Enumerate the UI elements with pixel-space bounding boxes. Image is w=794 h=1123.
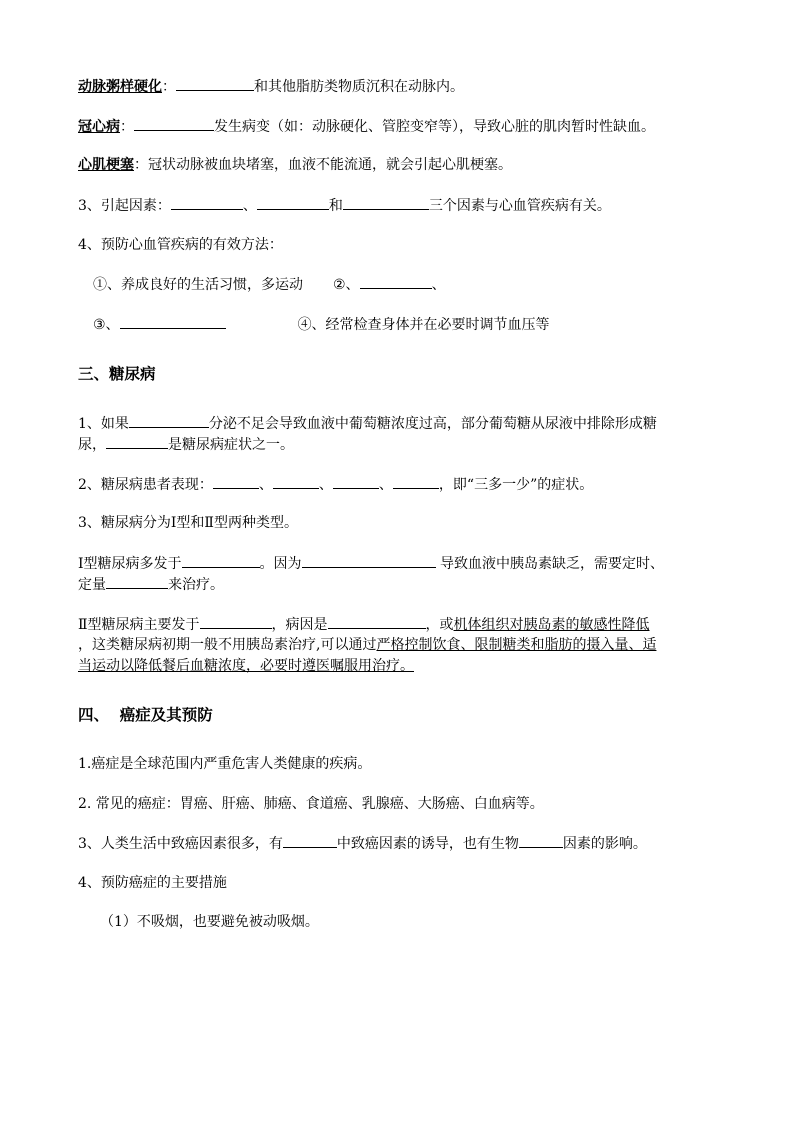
type2-line1 bbox=[78, 615, 650, 634]
type2-blank-cause[interactable] bbox=[328, 615, 426, 629]
diabetes-p1-line2-suffix: 是糖尿病症状之一。 bbox=[168, 437, 294, 453]
diabetes-p3: 3、糖尿病分为Ⅰ型和Ⅱ型两种类型。 bbox=[78, 515, 298, 531]
type2-underlined-1: 机体组织对胰岛素的敏感性降低 bbox=[453, 617, 650, 633]
prevent-item-3-prefix: ③、 bbox=[93, 317, 120, 333]
prevent-blank-2[interactable] bbox=[360, 275, 432, 289]
symptom-blank-3[interactable] bbox=[333, 475, 379, 489]
type1-blank-cause[interactable] bbox=[302, 554, 436, 568]
prevent-title: 4、预防心血管疾病的有效方法： bbox=[78, 237, 283, 253]
as-blank[interactable] bbox=[176, 77, 254, 91]
diabetes-p1-line2-prefix: 尿， bbox=[78, 437, 106, 453]
type2-blank-age[interactable] bbox=[200, 615, 272, 629]
type2-line2-a: ，这类糖尿病初期一般不用胰岛素治疗,可以通过 bbox=[78, 637, 377, 653]
type1-line2 bbox=[78, 575, 224, 594]
symptom-blank-1[interactable] bbox=[213, 475, 259, 489]
cancer-p1: 1.癌症是全球范围内严重危害人类健康的疾病。 bbox=[78, 756, 372, 772]
chd-definition bbox=[78, 117, 655, 136]
chd-colon: ： bbox=[120, 119, 134, 135]
mi-term: 心肌梗塞 bbox=[78, 157, 134, 173]
section-heading-diabetes: 三、糖尿病 bbox=[78, 364, 156, 383]
cancer-p3-suffix: 因素的影响。 bbox=[562, 836, 647, 852]
chd-text: 发生病变（如：动脉硬化、管腔变窄等），导致心脏的肌肉暂时性缺血。 bbox=[214, 119, 655, 135]
causes-sep: 、 bbox=[242, 198, 257, 214]
type2-line2 bbox=[78, 636, 656, 654]
diabetes-blank-hormone[interactable] bbox=[129, 414, 209, 428]
as-definition bbox=[78, 77, 464, 96]
type1-suffix: 导致血液中胰岛素缺乏，需要定时、 bbox=[435, 556, 664, 572]
mi-text: ：冠状动脉被血块堵塞，血液不能流通，就会引起心肌梗塞。 bbox=[134, 157, 512, 173]
cancer-p4: 4、预防癌症的主要措施 bbox=[78, 875, 227, 891]
type1-line1 bbox=[78, 554, 664, 573]
symptom-blank-4[interactable] bbox=[393, 475, 439, 489]
causes-prefix: 3、引起因素： bbox=[78, 198, 171, 214]
prevent-blank-3[interactable] bbox=[120, 315, 226, 329]
cancer-blank-bio[interactable] bbox=[519, 834, 563, 848]
symptom-blank-2[interactable] bbox=[273, 475, 319, 489]
diabetes-p1-text: 分泌不足会导致血液中葡萄糖浓度过高，部分葡萄糖从尿液中排除形成糖 bbox=[208, 416, 657, 432]
type2-underlined-2: 严格控制饮食、限制糖类和脂肪的摄入量、适 bbox=[376, 637, 657, 653]
cancer-p2: 2. 常见的癌症：胃癌、肝癌、肺癌、食道癌、乳腺癌、大肠癌、白血病等。 bbox=[78, 796, 544, 812]
causes-and: 和 bbox=[328, 198, 343, 214]
type2-after: ，或 bbox=[425, 617, 454, 633]
diabetes-p2-prefix: 2、糖尿病患者表现： bbox=[78, 477, 213, 493]
diabetes-blank-symptom[interactable] bbox=[106, 435, 168, 449]
diabetes-p2-suffix: ，即“三多一少”的症状。 bbox=[438, 477, 594, 493]
causes-line bbox=[78, 196, 611, 215]
diabetes-p2 bbox=[78, 475, 593, 494]
type1-blank-treatment[interactable] bbox=[106, 575, 168, 589]
type1-prefix: Ⅰ型糖尿病多发于 bbox=[78, 556, 182, 572]
sep: 、 bbox=[258, 477, 273, 493]
mi-definition bbox=[78, 156, 512, 174]
type1-blank-age[interactable] bbox=[182, 554, 260, 568]
type1-line2-prefix: 定量 bbox=[78, 577, 106, 593]
sep: 、 bbox=[378, 477, 393, 493]
type1-line2-suffix: 来治疗。 bbox=[168, 577, 224, 593]
prevent-item-2-prefix: ②、 bbox=[333, 277, 360, 293]
cancer-p3-prefix: 3、人类生活中致癌因素很多，有 bbox=[78, 836, 283, 852]
sep: 、 bbox=[318, 477, 333, 493]
as-colon: ： bbox=[162, 79, 176, 95]
prevent-row-1 bbox=[93, 275, 446, 294]
diabetes-p1-prefix: 1、如果 bbox=[78, 416, 129, 432]
prevent-row-2 bbox=[93, 315, 550, 334]
prevent-item-1: ①、养成良好的生活习惯，多运动 bbox=[93, 277, 303, 293]
cancer-p3-mid: 中致癌因素的诱导，也有生物 bbox=[336, 836, 519, 852]
diabetes-p1-line2 bbox=[78, 435, 294, 454]
chd-term: 冠心病 bbox=[78, 119, 120, 135]
cause-blank-3[interactable] bbox=[343, 196, 429, 210]
causes-suffix: 三个因素与心血管疾病有关。 bbox=[428, 198, 611, 214]
cause-blank-1[interactable] bbox=[171, 196, 243, 210]
prevent-item-4: ④、经常检查身体并在必要时调节血压等 bbox=[297, 317, 550, 333]
cause-blank-2[interactable] bbox=[257, 196, 329, 210]
cancer-p3 bbox=[78, 834, 647, 853]
type2-line3: 当运动以降低餐后血糖浓度，必要时遵医嘱服用治疗。 bbox=[78, 658, 414, 674]
cancer-blank-env[interactable] bbox=[283, 834, 337, 848]
chd-blank[interactable] bbox=[134, 117, 214, 131]
as-term: 动脉粥样硬化 bbox=[78, 79, 162, 95]
type2-prefix: Ⅱ型糖尿病主要发于 bbox=[78, 617, 200, 633]
diabetes-p1-line1 bbox=[78, 414, 657, 433]
as-text: 和其他脂肪类物质沉积在动脉内。 bbox=[254, 79, 464, 95]
type1-mid: 。因为 bbox=[259, 556, 302, 572]
section-heading-cancer: 四、 癌症及其预防 bbox=[78, 705, 213, 724]
cancer-p4-item1: （1）不吸烟，也要避免被动吸烟。 bbox=[100, 914, 319, 930]
prevent-item-2-suffix: 、 bbox=[431, 277, 446, 293]
type2-mid: ，病因是 bbox=[271, 617, 328, 633]
